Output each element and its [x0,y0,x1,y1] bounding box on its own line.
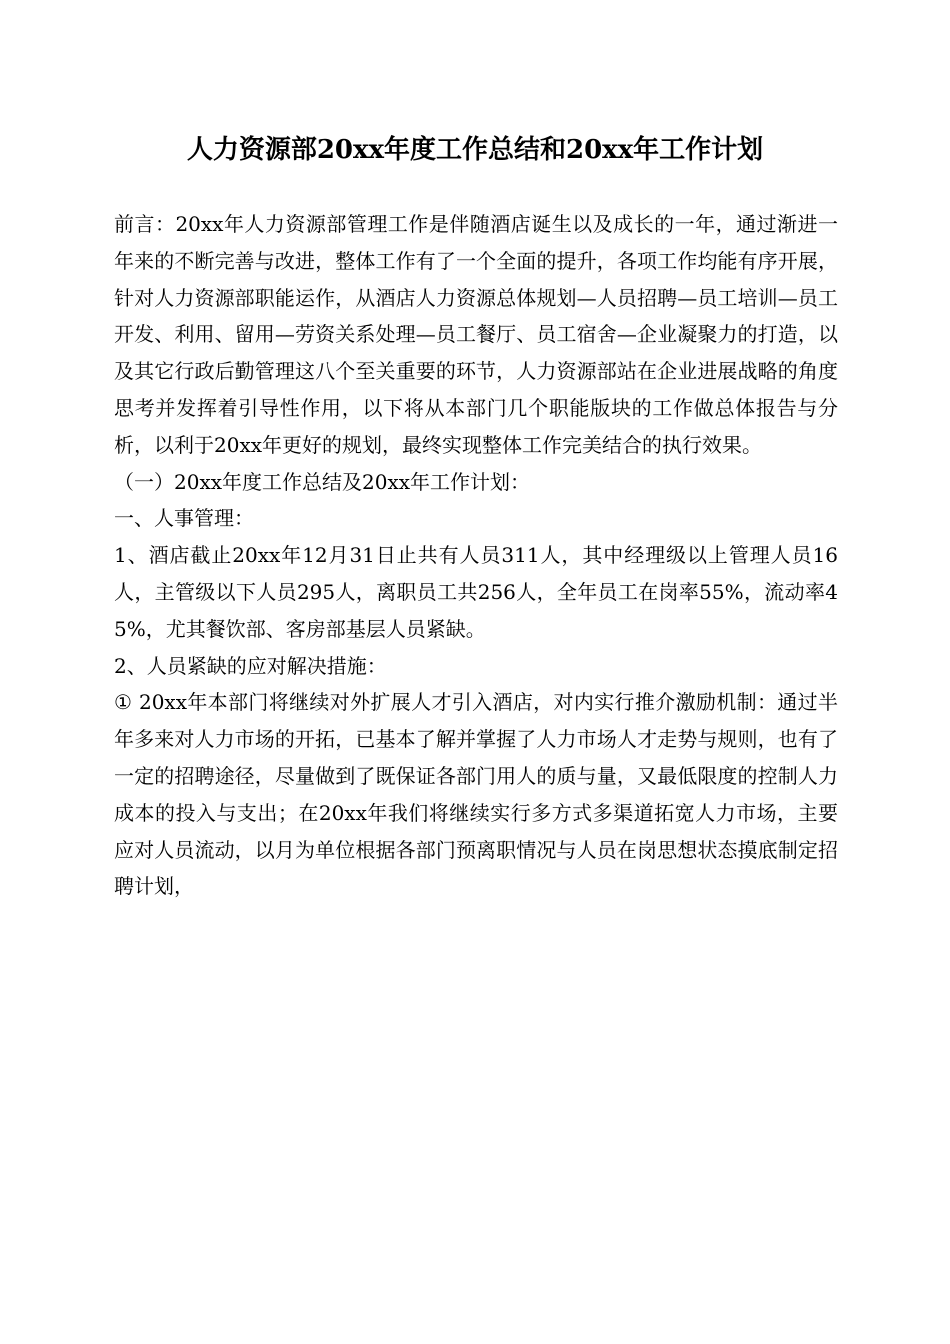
document-title: 人力资源部20xx年度工作总结和20xx年工作计划 [186,135,764,165]
paragraph-shortage-measures-heading: 2、人员紧缺的应对解决措施： [114,653,387,678]
paragraph-personnel-heading: 一、人事管理： [114,506,254,531]
paragraph-recruitment-plan: ① 20xx年本部门将继续对外扩展人才引入酒店，对内实行推介激励机制：通过半年多来对人力市场的开拓，已基本了解并掌握了人力市场人才走势与规则，也有了一定的招聘途径，尽量做到了既保证各部门用人的质与量，又最低限度的控制人力成本的投入与支出；在20xx年我们将继续实行多方式多渠道拓宽人力市场，主要应对人员流动，以月为单位根据各部门预离职情况与人员在岗思想状态摸底制定招聘计划， [114,690,838,899]
document-body [114,206,838,905]
paragraph-section-heading: （一）20xx年度工作总结及20xx年工作计划： [114,469,531,494]
paragraph-staff-statistics: 1、酒店截止20xx年12月31日止共有人员311人，其中经理级以上管理人员16人，主管级以下人员295人，离职员工共256人，全年员工在岗率55%，流动率45%，尤其餐饮部、客房部基层人员紧缺。 [114,543,838,641]
paragraph-preface: 前言：20xx年人力资源部管理工作是伴随酒店诞生以及成长的一年，通过渐进一年来的不断完善与改进，整体工作有了一个全面的提升，各项工作均能有序开展，针对人力资源部职能运作，从酒店人力资源总体规划—人员招聘—员工培训—员工开发、利用、留用—劳资关系处理—员工餐厅、员工宿舍—企业凝聚力的打造，以及其它行政后勤管理这八个至关重要的环节，人力资源部站在企业进展战略的角度思考并发挥着引导性作用，以下将从本部门几个职能版块的工作做总体报告与分析，以利于20xx年更好的规划，最终实现整体工作完美结合的执行效果。 [114,212,838,457]
